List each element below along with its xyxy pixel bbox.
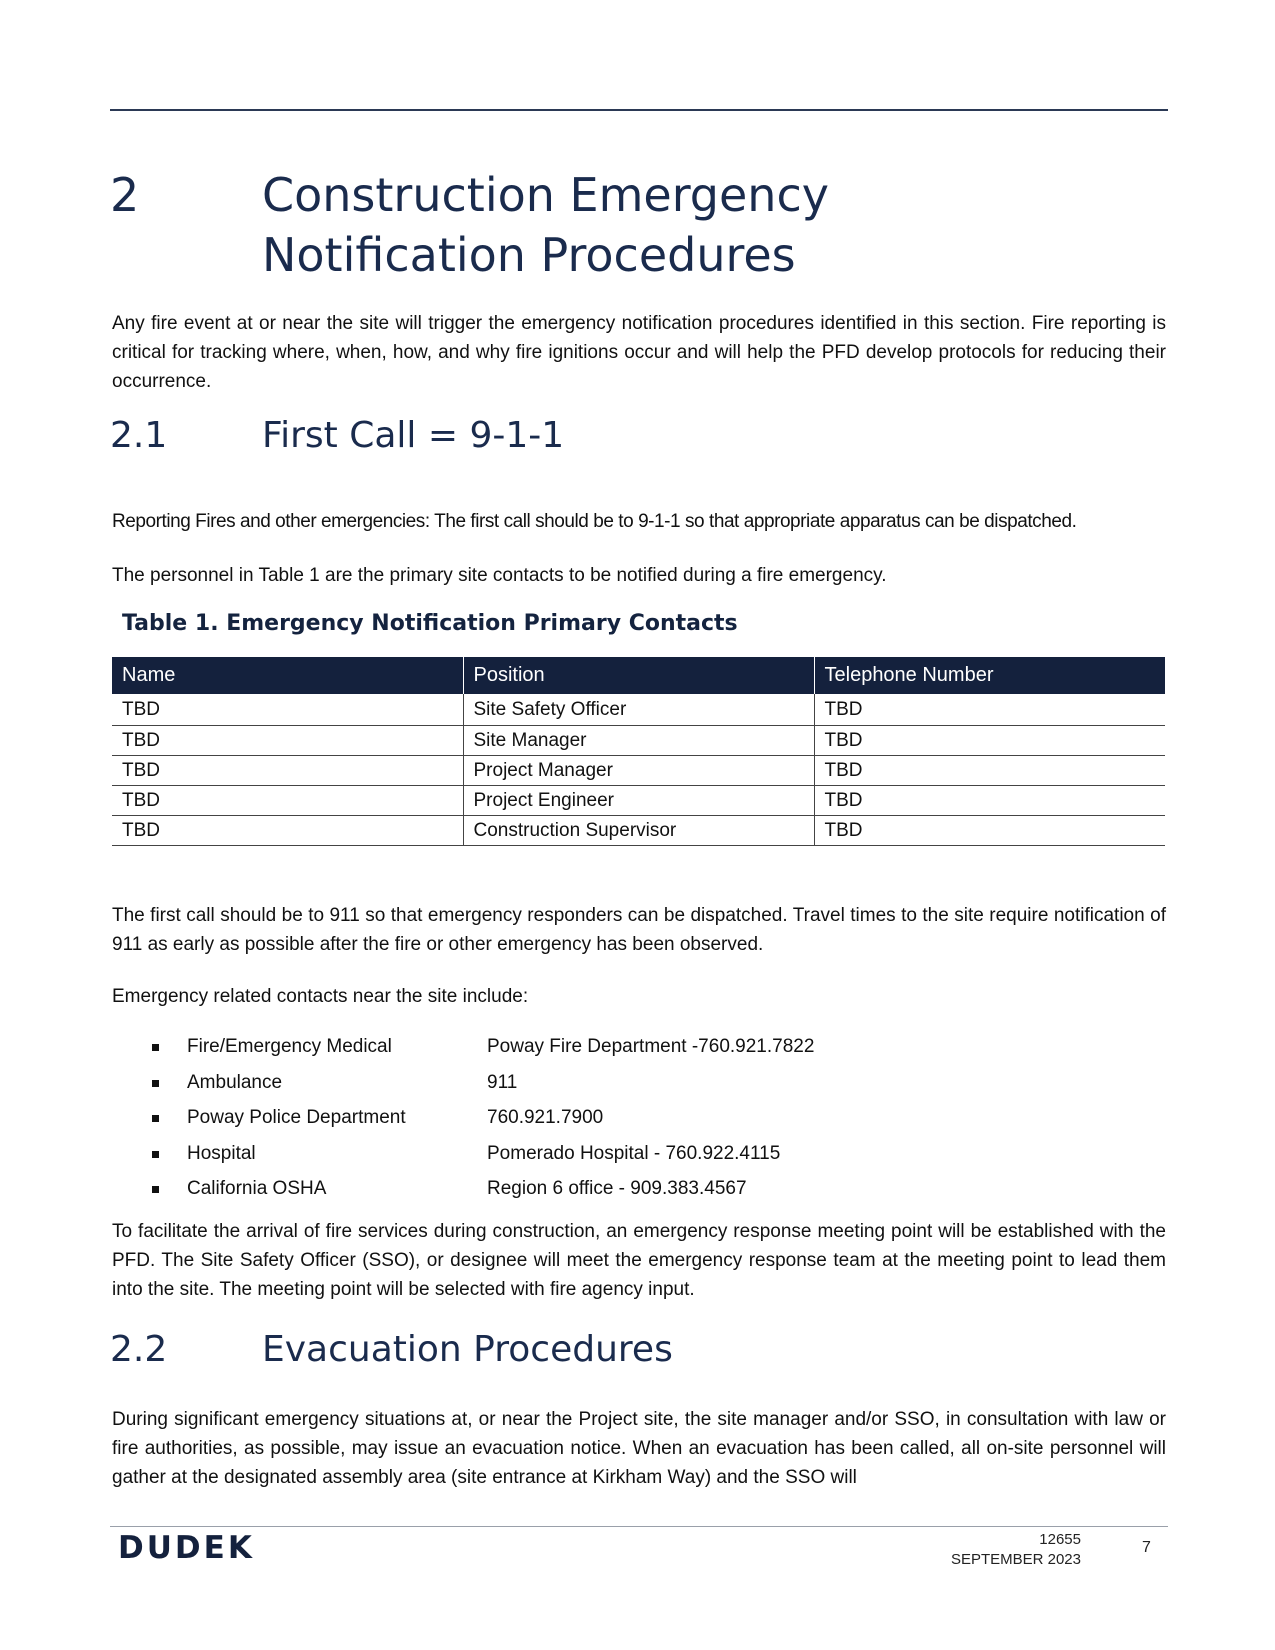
table-header-row bbox=[112, 657, 1165, 694]
bullet-square-icon bbox=[152, 1044, 159, 1051]
page-number: 7 bbox=[1142, 1539, 1151, 1556]
dudek-logo: DUDEK bbox=[118, 1530, 255, 1566]
contact-value: 760.921.7900 bbox=[487, 1107, 604, 1128]
cell-position: Site Safety Officer bbox=[463, 694, 814, 726]
cell-telephone: TBD bbox=[814, 726, 1165, 756]
cell-name: TBD bbox=[112, 726, 463, 756]
contact-value: 911 bbox=[487, 1071, 518, 1093]
contact-value: Poway Fire Department -760.921.7822 bbox=[487, 1036, 815, 1057]
table-row bbox=[112, 786, 1165, 816]
contact-value: Region 6 office - 909.383.4567 bbox=[487, 1178, 747, 1199]
cell-name: TBD bbox=[112, 816, 463, 846]
contact-label: Poway Police Department bbox=[187, 1107, 406, 1128]
cell-name: TBD bbox=[112, 756, 463, 786]
bullet-square-icon bbox=[152, 1115, 159, 1122]
document-date: SEPTEMBER 2023 bbox=[950, 1551, 1081, 1568]
cell-position: Construction Supervisor bbox=[463, 816, 814, 846]
header-rule bbox=[110, 109, 1168, 111]
intro-paragraph: Any fire event at or near the site will trigger the emergency notification procedures identified in this section. Fire reporting is critical for tracking where, when, how, and why fire ignitions occur and will help the PFD develop protocols for reducing their occurrence. bbox=[112, 313, 1166, 392]
header-name: Name bbox=[112, 657, 463, 694]
subsection-number: 2.2 bbox=[110, 1329, 168, 1370]
contact-value: Pomerado Hospital - 760.922.4115 bbox=[487, 1142, 781, 1164]
header-position: Position bbox=[463, 657, 814, 694]
contact-label: Ambulance bbox=[187, 1071, 283, 1093]
cell-position: Project Manager bbox=[463, 756, 814, 786]
contact-label: Hospital bbox=[187, 1142, 256, 1164]
header-telephone: Telephone Number bbox=[814, 657, 1165, 694]
table-row bbox=[112, 816, 1165, 846]
subsection-number: 2.1 bbox=[110, 415, 168, 456]
subsection-title: First Call = 9-1-1 bbox=[262, 415, 565, 456]
cell-telephone: TBD bbox=[814, 756, 1165, 786]
bullet-square-icon bbox=[152, 1080, 159, 1087]
subsection-title: Evacuation Procedures bbox=[262, 1329, 673, 1370]
reporting-paragraph: Reporting Fires and other emergencies: The first call should be to 9-1-1 so that appropriate apparatus can be dispatched. bbox=[112, 511, 1077, 532]
cell-telephone: TBD bbox=[814, 816, 1165, 846]
first-call-paragraph: The first call should be to 911 so that emergency responders can be dispatched. Travel times to the site require notification of 911 as early as possible after the fire or other emergency has been observed. bbox=[112, 905, 1166, 955]
table-row bbox=[112, 694, 1165, 726]
cell-position: Project Engineer bbox=[463, 786, 814, 816]
table-row bbox=[112, 726, 1165, 756]
table-row bbox=[112, 756, 1165, 786]
footer-meta bbox=[951, 1530, 1081, 1570]
cell-telephone: TBD bbox=[814, 694, 1165, 726]
cell-telephone: TBD bbox=[814, 786, 1165, 816]
project-number: 12655 bbox=[1039, 1531, 1081, 1548]
bullet-square-icon bbox=[152, 1151, 159, 1158]
cell-name: TBD bbox=[112, 786, 463, 816]
contact-label: California OSHA bbox=[187, 1178, 327, 1199]
table-caption: Table 1. Emergency Notification Primary Contacts bbox=[122, 611, 738, 636]
section-number: 2 bbox=[110, 168, 140, 222]
bullet-square-icon bbox=[152, 1186, 159, 1193]
meeting-point-paragraph: To facilitate the arrival of fire services during construction, an emergency response meeting point will be established with the PFD. The Site Safety Officer (SSO), or designee will meet the emergency response team at the meeting point to lead them into the site. The meeting point will be selected with fire agency input. bbox=[112, 1221, 1166, 1300]
cell-name: TBD bbox=[112, 694, 463, 726]
section-title: Construction Emergency Notification Procedures bbox=[262, 168, 829, 282]
contacts-table bbox=[112, 657, 1165, 846]
personnel-paragraph: The personnel in Table 1 are the primary site contacts to be notified during a fire emergency. bbox=[112, 565, 887, 586]
evacuation-paragraph: During significant emergency situations at, or near the Project site, the site manager and/or SSO, in consultation with law or fire authorities, as possible, may issue an evacuation notice. When an evacuation has been called, all on-site personnel will gather at the designated assembly area (site entrance at Kirkham Way) and the SSO will bbox=[112, 1409, 1166, 1488]
footer-rule bbox=[110, 1526, 1168, 1527]
cell-position: Site Manager bbox=[463, 726, 814, 756]
contact-label: Fire/Emergency Medical bbox=[187, 1036, 392, 1057]
contacts-intro: Emergency related contacts near the site include: bbox=[112, 986, 529, 1007]
